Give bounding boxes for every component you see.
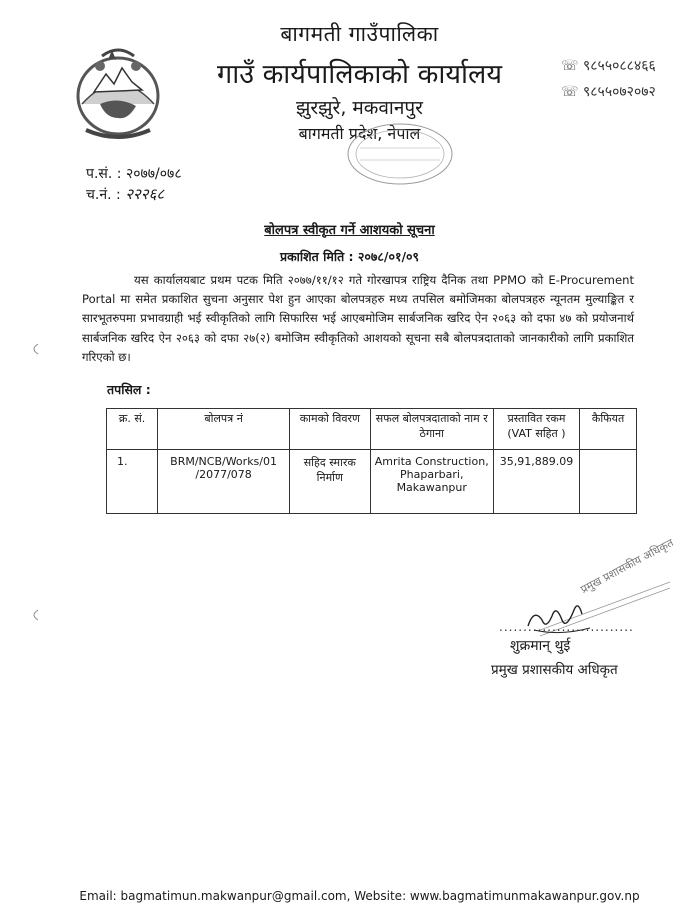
phone-number-1: ९८५५०८८४६६ <box>583 58 656 74</box>
published-value: २०७८/०१/०९ <box>357 249 420 264</box>
ps-label: प.सं. : <box>86 166 122 182</box>
chalani-number <box>86 184 164 204</box>
published-date <box>0 248 699 265</box>
table-header-row <box>107 409 637 450</box>
municipality-name: बागमती गाउँपालिका <box>280 22 439 46</box>
tapsil-label: तपसिल : <box>107 382 151 397</box>
office-address: झुरझुरे, मकवानपुर <box>296 97 423 119</box>
cell-work-description: सहिद स्मारक निर्माण <box>289 450 370 514</box>
province-name: बागमती प्रदेश, नेपाल <box>298 124 421 143</box>
th-amount: प्रस्तावित रकम (VAT सहित ) <box>493 409 579 450</box>
phone-line-2 <box>561 82 656 101</box>
cell-remarks <box>580 450 637 514</box>
officer-name: शुक्रमान् थुई <box>510 638 571 654</box>
signature-line: ............................ <box>499 620 634 634</box>
published-label: प्रकाशित मिति : <box>279 249 354 264</box>
th-bid-number: बोलपत्र नं <box>158 409 290 450</box>
phone-icon: ☏ <box>561 58 579 74</box>
ps-value: २०७७/०७८ <box>125 166 182 182</box>
notice-body: यस कार्यालयबाट प्रथम पटक मिति २०७७/११/१२ गते गोरखापत्र राष्ट्रिय दैनिक तथा PPMO को E-Procurement Portal मा समेत प्रकाशित सुचना अनुसार पेश हुन आएका बोलपत्रहरु मध्य तपसिल बमोजिमका बोलपत्रहरु न्यूनतम मुल्याङ्कित र सारभूतरुपमा प्रभावग्राही भई स्वीकृतिको लागि सिफारिस भई आएबमोजिम सार्बजनिक खरिद ऐन २०६३ को दफा ४७ को प्रयोजनार्थ सार्बजनिक खरिद ऐन २०६३ को दफा २७(२) बमोजिम स्वीकृतिको आशयको सूचना सबै बोलपत्रदाताको जानकारीको लागि प्रकाशित गरिएको छ। <box>82 273 634 364</box>
binder-hole-mark <box>28 608 42 622</box>
cell-amount: 35,91,889.09 <box>493 450 579 514</box>
cell-bidder: Amrita Construction, Phaparbari, Makawanpur <box>370 450 493 514</box>
patra-sankhya <box>86 164 182 183</box>
cn-value: २२२६८ <box>125 185 165 203</box>
th-serial: क्र. सं. <box>107 409 158 450</box>
bid-table <box>106 408 637 514</box>
th-remarks: कैफियत <box>580 409 637 450</box>
officer-title: प्रमुख प्रशासकीय अधिकृत <box>491 662 618 678</box>
cell-serial: 1. <box>107 450 158 514</box>
phone-icon: ☏ <box>561 84 579 100</box>
cell-bid-number: BRM/NCB/Works/01 /2077/078 <box>158 450 290 514</box>
office-stamp <box>330 118 460 188</box>
notice-subject: बोलपत्र स्वीकृत गर्ने आशयको सूचना <box>264 223 435 238</box>
th-work-description: कामको विवरण <box>289 409 370 450</box>
binder-hole-mark <box>28 342 42 356</box>
phone-line-1 <box>561 56 656 75</box>
th-bidder: सफल बोलपत्रदाताको नाम र ठेगाना <box>370 409 493 450</box>
cn-label: च.नं. : <box>86 187 121 203</box>
office-name: गाउँ कार्यपालिकाको कार्यालय <box>217 59 502 90</box>
phone-number-2: ९८५५०७२०७२ <box>583 84 656 100</box>
officer-stamp-text: प्रमुख प्रशासकीय अधिकृत <box>578 536 676 597</box>
table-row <box>107 450 637 514</box>
footer-contact: Email: bagmatimun.makwanpur@gmail.com, Website: www.bagmatimunmakawanpur.gov.np <box>79 889 640 903</box>
